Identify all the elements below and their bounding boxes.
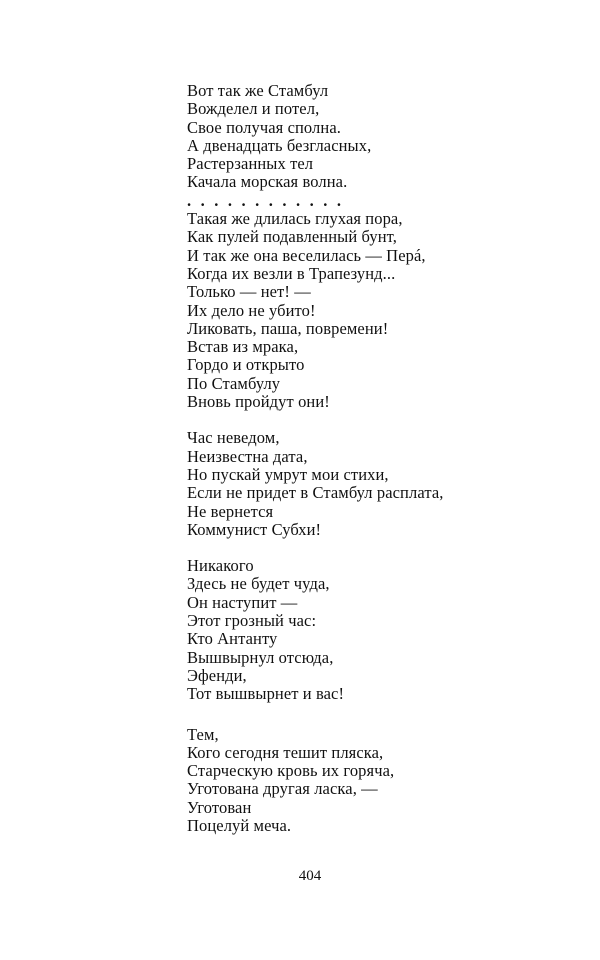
poem-line: Старческую кровь их горяча, (187, 761, 395, 781)
stanza-gap (187, 704, 547, 726)
poem-line: Их дело не убито! (187, 300, 316, 320)
poem-line: Этот грозный час: (187, 611, 317, 631)
poem-line: Если не придет в Стамбул расплата, (187, 483, 444, 503)
poem-line: Только — нет! — (187, 282, 311, 302)
poem-line: Но пускай умрут мои стихи, (187, 464, 389, 484)
poem-line: Не вернется (187, 501, 274, 521)
stanza-gap (187, 539, 547, 557)
poem-line: Встав из мрака, (187, 337, 299, 357)
poem-line: Свое получая сполна. (187, 117, 341, 137)
poem-line: Кого сегодня тешит пляска, (187, 742, 384, 762)
poem-line: Уготован (187, 797, 252, 817)
poem-line: Когда их везли в Трапезунд... (187, 263, 396, 283)
poem-line: Гордо и открыто (187, 355, 305, 375)
poem-line: Кто Антанту (187, 629, 278, 649)
poem (187, 82, 547, 835)
stanza-5 (187, 726, 547, 836)
stanza-gap (187, 411, 547, 429)
poem-line: Час неведом, (187, 428, 280, 448)
stanza-4 (187, 557, 547, 703)
poem-line: Эфенди, (187, 665, 247, 685)
poem-line: Уготована другая ласка, — (187, 779, 378, 799)
poem-line: Качала морская волна. (187, 172, 348, 192)
poem-line: По Стамбулу (187, 373, 281, 393)
poem-line: И так же она веселилась — Перá, (187, 245, 426, 265)
poem-line: Как пулей подавленный бунт, (187, 227, 397, 247)
stanza-3 (187, 429, 547, 539)
poem-line: Коммунист Субхи! (187, 519, 322, 539)
poem-line: Вновь пройдут они! (187, 392, 330, 412)
poem-line: Тот вышвырнет и вас! (187, 684, 345, 704)
ellipsis-separator: ............ (187, 190, 351, 210)
poem-line: Поцелуй меча. (187, 815, 292, 835)
poem-line: Он наступит — (187, 592, 298, 612)
stanza-1 (187, 82, 547, 192)
poem-line: Ликовать, паша, повремени! (187, 318, 389, 338)
poem-line: Вот так же Стамбул (187, 81, 329, 100)
page-number: 404 (298, 868, 322, 884)
poem-line: Такая же длилась глухая пора, (187, 209, 403, 229)
poem-line: Здесь не будет чуда, (187, 574, 330, 594)
poem-line: Никакого (187, 556, 254, 576)
poem-line: А двенадцать безгласных, (187, 135, 372, 155)
poem-line: Вожделел и потел, (187, 99, 320, 119)
poem-line: Тем, (187, 724, 219, 744)
poem-line: Неизвестна дата, (187, 446, 308, 466)
poem-line: Вышвырнул отсюда, (187, 647, 334, 667)
stanza-2 (187, 210, 547, 411)
poem-line: Растерзанных тел (187, 154, 314, 174)
